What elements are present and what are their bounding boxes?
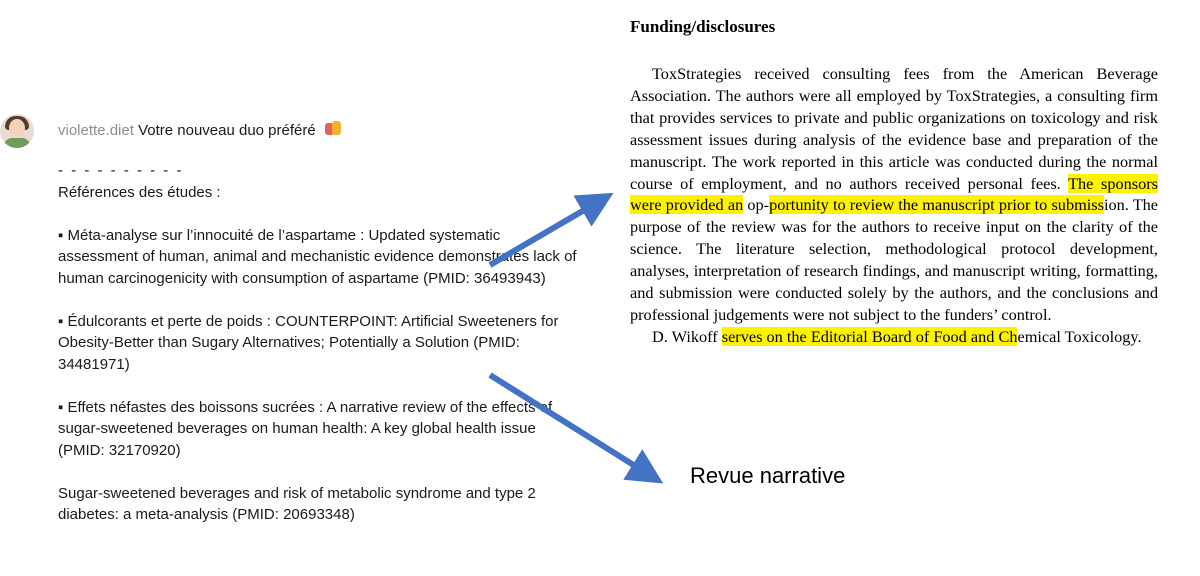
arrow-to-revue-icon bbox=[490, 375, 648, 474]
annotation-label: Revue narrative bbox=[690, 463, 846, 488]
references-heading: Références des études : bbox=[58, 183, 221, 201]
funding-title: Funding/disclosures bbox=[630, 17, 776, 36]
reference-item: ▪ Méta-analyse sur l’innocuité de l’aspartame : Updated systematic assessment of human, animal and mechanistic evidence demonstrates lack of human carcinogenicity with consumption of aspartame (PMID: 36493943) bbox=[58, 226, 577, 287]
separator: - - - - - - - - - - bbox=[58, 162, 184, 179]
funding-text: ToxStrategies received consulting fees from the American Beverage Association. The authors were all employed by ToxStrategies, a consulting firm that provides services to private and public organizations on toxicology and risk assessment issues during analysis of the evidence base and preparation of the manuscript. The work reported in this article was conducted during the normal course of employment, and no authors received personal fees. bbox=[630, 64, 1158, 193]
username[interactable]: violette.diet bbox=[58, 122, 134, 139]
caption: Votre nouveau duo préféré bbox=[138, 122, 316, 139]
highlighted-text: The sponsors were provided an bbox=[630, 173, 1158, 215]
reference-item: Sugar-sweetened beverages and risk of metabolic syndrome and type 2 diabetes: a meta-analysis (PMID: 20693348) bbox=[58, 484, 536, 523]
arrow-to-sponsors-icon bbox=[490, 202, 598, 265]
funding-text: ion. The purpose of the review was for the authors to receive input on the clarity of the science. The literature selection, methodological protocol development, analyses, interpretation of research findings, and manuscript writing, formatting, and submission were conducted solely by the authors, and the conclusions and professional judgements were not subject to the funders’ control. bbox=[630, 195, 1159, 324]
reference-item: ▪ Édulcorants et perte de poids : COUNTERPOINT: Artificial Sweeteners for Obesity-Better than Sugary Alternatives; Potentially a Solution (PMID: 34481971) bbox=[58, 312, 559, 373]
disclosure-text: emical Toxicology. bbox=[1017, 326, 1142, 346]
highlighted-text: portunity to review the manuscript prior to submiss bbox=[769, 195, 1104, 215]
disclosure-text: D. Wikoff bbox=[652, 326, 722, 346]
funding-text: op- bbox=[743, 195, 770, 215]
highlighted-text: serves on the Editorial Board of Food and Ch bbox=[721, 326, 1018, 346]
reference-item: ▪ Effets néfastes des boissons sucrées : A narrative review of the effects of sugar-sweetened beverages on human health: A key global health issue (PMID: 32170920) bbox=[58, 398, 553, 459]
